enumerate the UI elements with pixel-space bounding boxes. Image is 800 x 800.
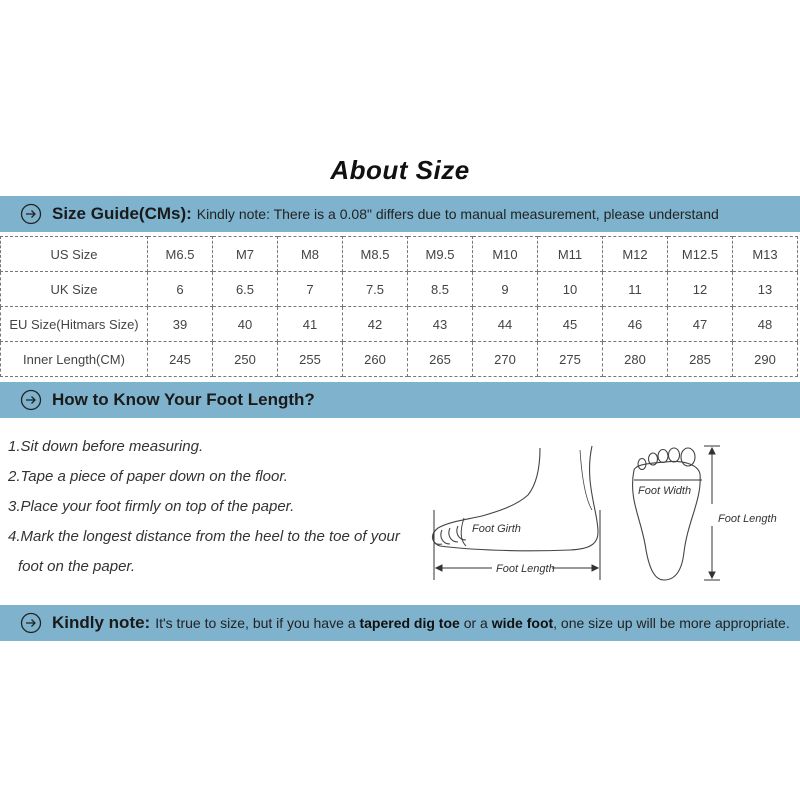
row-header: Inner Length(CM) xyxy=(1,342,148,377)
table-cell: 6 xyxy=(148,272,213,307)
table-cell: 47 xyxy=(668,307,733,342)
table-cell: 285 xyxy=(668,342,733,377)
table-cell: M7 xyxy=(213,237,278,272)
table-cell: M11 xyxy=(538,237,603,272)
table-cell: 11 xyxy=(603,272,668,307)
foot-girth-label: Foot Girth xyxy=(472,523,521,535)
table-cell: 265 xyxy=(408,342,473,377)
table-cell: 44 xyxy=(473,307,538,342)
step-item: 4.Mark the longest distance from the heel to the toe of your xyxy=(8,528,400,545)
table-cell: M12 xyxy=(603,237,668,272)
step-item: 1.Sit down before measuring. xyxy=(8,438,204,455)
side-foot-illustration xyxy=(432,446,598,551)
note-text: It's true to size, but if you have a xyxy=(155,615,360,631)
arrow-right-circle-icon xyxy=(20,389,42,411)
measuring-steps xyxy=(8,432,408,582)
table-cell: M8 xyxy=(278,237,343,272)
table-cell: M13 xyxy=(733,237,798,272)
table-cell: 8.5 xyxy=(408,272,473,307)
foot-length-top-label: Foot Length xyxy=(718,513,777,525)
foot-length-heading: How to Know Your Foot Length? xyxy=(52,390,315,409)
row-header: UK Size xyxy=(1,272,148,307)
table-cell: 275 xyxy=(538,342,603,377)
arrow-right-circle-icon xyxy=(20,612,42,634)
note-bold-text: wide foot xyxy=(491,615,554,631)
table-cell: 45 xyxy=(538,307,603,342)
table-cell: 250 xyxy=(213,342,278,377)
top-foot-illustration xyxy=(633,448,701,580)
table-cell: 270 xyxy=(473,342,538,377)
arrow-right-circle-icon xyxy=(20,203,42,225)
table-cell: M10 xyxy=(473,237,538,272)
foot-length-banner xyxy=(0,382,800,418)
table-cell: 6.5 xyxy=(213,272,278,307)
table-row xyxy=(1,307,798,342)
table-cell: 13 xyxy=(733,272,798,307)
table-cell: 260 xyxy=(343,342,408,377)
table-row xyxy=(1,342,798,377)
table-cell: M12.5 xyxy=(668,237,733,272)
table-cell: M9.5 xyxy=(408,237,473,272)
step-item: foot on the paper. xyxy=(18,558,136,575)
foot-girth-marker xyxy=(461,518,466,546)
foot-width-label: Foot Width xyxy=(638,485,692,497)
size-table xyxy=(0,236,798,377)
table-row xyxy=(1,272,798,307)
table-cell: 39 xyxy=(148,307,213,342)
table-cell: 7.5 xyxy=(343,272,408,307)
row-header: EU Size(Hitmars Size) xyxy=(1,307,148,342)
table-cell: 10 xyxy=(538,272,603,307)
table-cell: 43 xyxy=(408,307,473,342)
size-guide-banner xyxy=(0,196,800,232)
table-cell: 40 xyxy=(213,307,278,342)
table-cell: 12 xyxy=(668,272,733,307)
step-item: 2.Tape a piece of paper down on the floor. xyxy=(8,468,288,485)
row-header: US Size xyxy=(1,237,148,272)
table-cell: 290 xyxy=(733,342,798,377)
table-cell: M8.5 xyxy=(343,237,408,272)
note-text: , one size up will be more appropriate. xyxy=(553,615,790,631)
note-text: or a xyxy=(459,615,492,631)
step-item: 3.Place your foot firmly on top of the paper. xyxy=(8,498,295,515)
table-cell: 41 xyxy=(278,307,343,342)
size-guide-label: Size Guide(CMs): xyxy=(52,204,192,223)
kindly-note-text xyxy=(155,615,790,631)
size-guide-note: Kindly note: There is a 0.08" differs due to manual measurement, please understand xyxy=(196,206,719,222)
foot-diagram xyxy=(420,440,780,590)
table-cell: 48 xyxy=(733,307,798,342)
table-cell: 42 xyxy=(343,307,408,342)
table-cell: M6.5 xyxy=(148,237,213,272)
table-cell: 255 xyxy=(278,342,343,377)
page-title: About Size xyxy=(330,155,470,185)
table-cell: 7 xyxy=(278,272,343,307)
table-row xyxy=(1,237,798,272)
kindly-note-label: Kindly note: xyxy=(52,613,151,632)
kindly-note-banner xyxy=(0,605,800,641)
note-bold-text: tapered dig toe xyxy=(359,615,460,631)
foot-length-side-label: Foot Length xyxy=(496,563,555,575)
table-cell: 9 xyxy=(473,272,538,307)
table-cell: 280 xyxy=(603,342,668,377)
table-cell: 245 xyxy=(148,342,213,377)
table-cell: 46 xyxy=(603,307,668,342)
